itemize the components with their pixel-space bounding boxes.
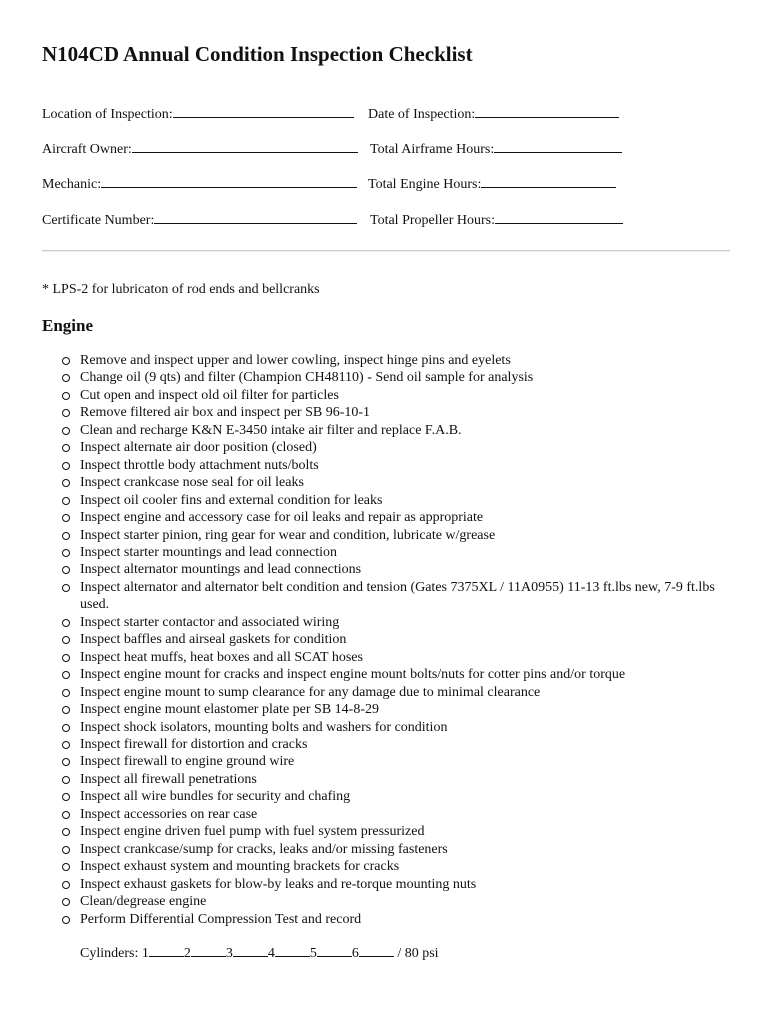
cylinder-2-blank[interactable] bbox=[191, 944, 226, 957]
circle-bullet-icon bbox=[62, 514, 70, 522]
airframe-hours-label: Total Airframe Hours: bbox=[370, 142, 495, 157]
certificate-field bbox=[42, 210, 357, 229]
circle-bullet-icon bbox=[62, 793, 70, 801]
circle-bullet-icon bbox=[62, 706, 70, 714]
checklist-item-text: Inspect firewall to engine ground wire bbox=[80, 754, 295, 770]
checklist-item bbox=[62, 387, 727, 404]
checklist-item-text: Inspect firewall for distortion and cracks bbox=[80, 736, 308, 752]
circle-bullet-icon bbox=[62, 828, 70, 836]
checklist-item-text: Inspect engine and accessory case for oil leaks and repair as appropriate bbox=[80, 510, 484, 526]
propeller-hours-label: Total Propeller Hours: bbox=[370, 213, 495, 228]
checklist-item bbox=[62, 614, 727, 631]
circle-bullet-icon bbox=[62, 619, 70, 627]
location-label: Location of Inspection: bbox=[42, 107, 173, 122]
checklist-item bbox=[62, 841, 727, 858]
circle-bullet-icon bbox=[62, 549, 70, 557]
circle-bullet-icon bbox=[62, 427, 70, 435]
circle-bullet-icon bbox=[62, 584, 70, 592]
circle-bullet-icon bbox=[62, 479, 70, 487]
owner-field bbox=[42, 139, 358, 158]
checklist-item-text: Inspect exhaust system and mounting brackets for cracks bbox=[80, 859, 400, 875]
checklist-item bbox=[62, 736, 727, 753]
circle-bullet-icon bbox=[62, 374, 70, 382]
checklist-item-text: Inspect oil cooler fins and external condition for leaks bbox=[80, 492, 383, 508]
checklist-item-text: Inspect engine driven fuel pump with fuel system pressurized bbox=[80, 824, 425, 840]
certificate-blank[interactable] bbox=[154, 210, 357, 224]
circle-bullet-icon bbox=[62, 741, 70, 749]
checklist-item-text: Remove and inspect upper and lower cowling, inspect hinge pins and eyelets bbox=[80, 353, 511, 368]
checklist-item-text: Inspect crankcase/sump for cracks, leaks and/or missing fasteners bbox=[80, 841, 448, 857]
circle-bullet-icon bbox=[62, 444, 70, 452]
checklist-item bbox=[62, 457, 727, 474]
checklist-item-text: Inspect heat muffs, heat boxes and all SCAT hoses bbox=[80, 649, 363, 665]
checklist-item bbox=[62, 579, 727, 614]
checklist-item-text: Inspect starter contactor and associated wiring bbox=[80, 614, 340, 630]
cylinder-3-number: 3 bbox=[225, 946, 233, 961]
cylinders-suffix: / 80 psi bbox=[397, 946, 439, 961]
lubrication-note: * LPS-2 for lubricaton of rod ends and bellcranks bbox=[42, 282, 320, 297]
checklist-item-text: Inspect throttle body attachment nuts/bolts bbox=[80, 457, 319, 473]
checklist-item-text: Inspect starter mountings and lead connection bbox=[80, 544, 337, 560]
cylinder-1-blank[interactable] bbox=[149, 944, 184, 957]
checklist-item-text: Inspect shock isolators, mounting bolts and washers for condition bbox=[80, 719, 448, 735]
checklist-item bbox=[62, 439, 727, 456]
checklist-item-text: Change oil (9 qts) and filter (Champion CH48110) - Send oil sample for analysis bbox=[80, 370, 534, 386]
circle-bullet-icon bbox=[62, 497, 70, 505]
checklist-item-text: Inspect starter pinion, ring gear for wear and condition, lubricate w/grease bbox=[80, 527, 496, 543]
circle-bullet-icon bbox=[62, 863, 70, 871]
circle-bullet-icon bbox=[62, 811, 70, 819]
circle-bullet-icon bbox=[62, 898, 70, 906]
owner-label: Aircraft Owner: bbox=[42, 142, 132, 157]
propeller-hours-blank[interactable] bbox=[495, 210, 623, 224]
checklist-item bbox=[62, 352, 727, 369]
cylinders-record bbox=[80, 944, 439, 962]
cylinder-1-number: 1 bbox=[141, 946, 149, 961]
checklist-item bbox=[62, 404, 727, 421]
circle-bullet-icon bbox=[62, 357, 70, 365]
checklist-item-text: Clean/degrease engine bbox=[80, 894, 207, 910]
engine-checklist bbox=[62, 352, 727, 928]
cylinder-4-blank[interactable] bbox=[275, 944, 310, 957]
checklist-item bbox=[62, 753, 727, 770]
checklist-item bbox=[62, 649, 727, 666]
owner-blank[interactable] bbox=[132, 139, 358, 153]
checklist-item-text: Remove filtered air box and inspect per SB 96-10-1 bbox=[80, 405, 371, 421]
engine-hours-label: Total Engine Hours: bbox=[368, 177, 482, 192]
mechanic-blank[interactable] bbox=[101, 174, 357, 188]
circle-bullet-icon bbox=[62, 724, 70, 732]
circle-bullet-icon bbox=[62, 689, 70, 697]
engine-hours-field bbox=[368, 174, 616, 193]
checklist-item bbox=[62, 719, 727, 736]
checklist-item-text: Inspect accessories on rear case bbox=[80, 806, 258, 822]
checklist-item bbox=[62, 701, 727, 718]
circle-bullet-icon bbox=[62, 462, 70, 470]
checklist-item bbox=[62, 544, 727, 561]
circle-bullet-icon bbox=[62, 916, 70, 924]
cylinder-3-blank[interactable] bbox=[233, 944, 268, 957]
circle-bullet-icon bbox=[62, 846, 70, 854]
circle-bullet-icon bbox=[62, 758, 70, 766]
checklist-item-text: Inspect engine mount for cracks and inspect engine mount bolts/nuts for cotter pins and/or torque bbox=[80, 667, 626, 683]
circle-bullet-icon bbox=[62, 636, 70, 644]
date-blank[interactable] bbox=[475, 104, 619, 118]
date-label: Date of Inspection: bbox=[368, 107, 476, 122]
checklist-item bbox=[62, 893, 727, 910]
checklist-item bbox=[62, 771, 727, 788]
checklist-item bbox=[62, 561, 727, 578]
airframe-hours-field bbox=[370, 139, 622, 158]
checklist-item-text: Inspect all firewall penetrations bbox=[80, 771, 257, 787]
checklist-item-text: Inspect crankcase nose seal for oil leaks bbox=[80, 475, 304, 491]
circle-bullet-icon bbox=[62, 671, 70, 679]
page-title: N104CD Annual Condition Inspection Checklist bbox=[42, 42, 473, 66]
checklist-item bbox=[62, 474, 727, 491]
cylinder-4-number: 4 bbox=[267, 946, 275, 961]
airframe-hours-blank[interactable] bbox=[494, 139, 622, 153]
circle-bullet-icon bbox=[62, 776, 70, 784]
checklist-item bbox=[62, 823, 727, 840]
circle-bullet-icon bbox=[62, 566, 70, 574]
engine-hours-blank[interactable] bbox=[481, 174, 616, 188]
date-field bbox=[368, 104, 619, 123]
cylinder-5-blank[interactable] bbox=[317, 944, 352, 957]
circle-bullet-icon bbox=[62, 654, 70, 662]
checklist-item bbox=[62, 492, 727, 509]
cylinder-5-number: 5 bbox=[309, 946, 317, 961]
checklist-item bbox=[62, 369, 727, 386]
checklist-item bbox=[62, 666, 727, 683]
circle-bullet-icon bbox=[62, 532, 70, 540]
location-field bbox=[42, 104, 354, 123]
circle-bullet-icon bbox=[62, 392, 70, 400]
location-blank[interactable] bbox=[173, 104, 354, 118]
checklist-item bbox=[62, 422, 727, 439]
cylinder-2-number: 2 bbox=[183, 946, 191, 961]
cylinder-6-number: 6 bbox=[351, 946, 359, 961]
checklist-item-text: Inspect alternator mountings and lead connections bbox=[80, 562, 362, 578]
checklist-item bbox=[62, 876, 727, 893]
horizontal-divider bbox=[42, 250, 730, 252]
certificate-label: Certificate Number: bbox=[42, 213, 155, 228]
checklist-item-text: Cut open and inspect old oil filter for particles bbox=[80, 387, 339, 403]
checklist-item bbox=[62, 527, 727, 544]
mechanic-label: Mechanic: bbox=[42, 177, 102, 192]
checklist-item-text: Clean and recharge K&N E-3450 intake air filter and replace F.A.B. bbox=[80, 422, 462, 438]
engine-section-heading: Engine bbox=[42, 316, 94, 335]
circle-bullet-icon bbox=[62, 881, 70, 889]
checklist-item bbox=[62, 684, 727, 701]
propeller-hours-field bbox=[370, 210, 623, 229]
checklist-item bbox=[62, 806, 727, 823]
checklist-item-text: Inspect engine mount to sump clearance for any damage due to minimal clearance bbox=[80, 684, 541, 700]
checklist-item-text: Inspect engine mount elastomer plate per SB 14-8-29 bbox=[80, 702, 379, 718]
circle-bullet-icon bbox=[62, 409, 70, 417]
checklist-item-text: Inspect baffles and airseal gaskets for condition bbox=[80, 632, 347, 648]
checklist-item bbox=[62, 858, 727, 875]
cylinder-6-blank[interactable] bbox=[359, 944, 394, 957]
checklist-item-text: Perform Differential Compression Test and record bbox=[80, 911, 362, 927]
checklist-item-text: Inspect alternator and alternator belt condition and tension (Gates 7375XL / 11A0955) 11-13 ft.lbs new, 7-9 ft.lbs used. bbox=[80, 579, 715, 613]
mechanic-field bbox=[42, 174, 357, 193]
checklist-item-text: Inspect exhaust gaskets for blow-by leaks and re-torque mounting nuts bbox=[80, 876, 477, 892]
checklist-item bbox=[62, 509, 727, 526]
checklist-item-text: Inspect all wire bundles for security and chafing bbox=[80, 789, 351, 805]
checklist-item bbox=[62, 631, 727, 648]
cylinders-label: Cylinders: bbox=[80, 946, 139, 961]
checklist-item bbox=[62, 911, 727, 928]
checklist-item bbox=[62, 788, 727, 805]
checklist-item-text: Inspect alternate air door position (closed) bbox=[80, 440, 317, 456]
